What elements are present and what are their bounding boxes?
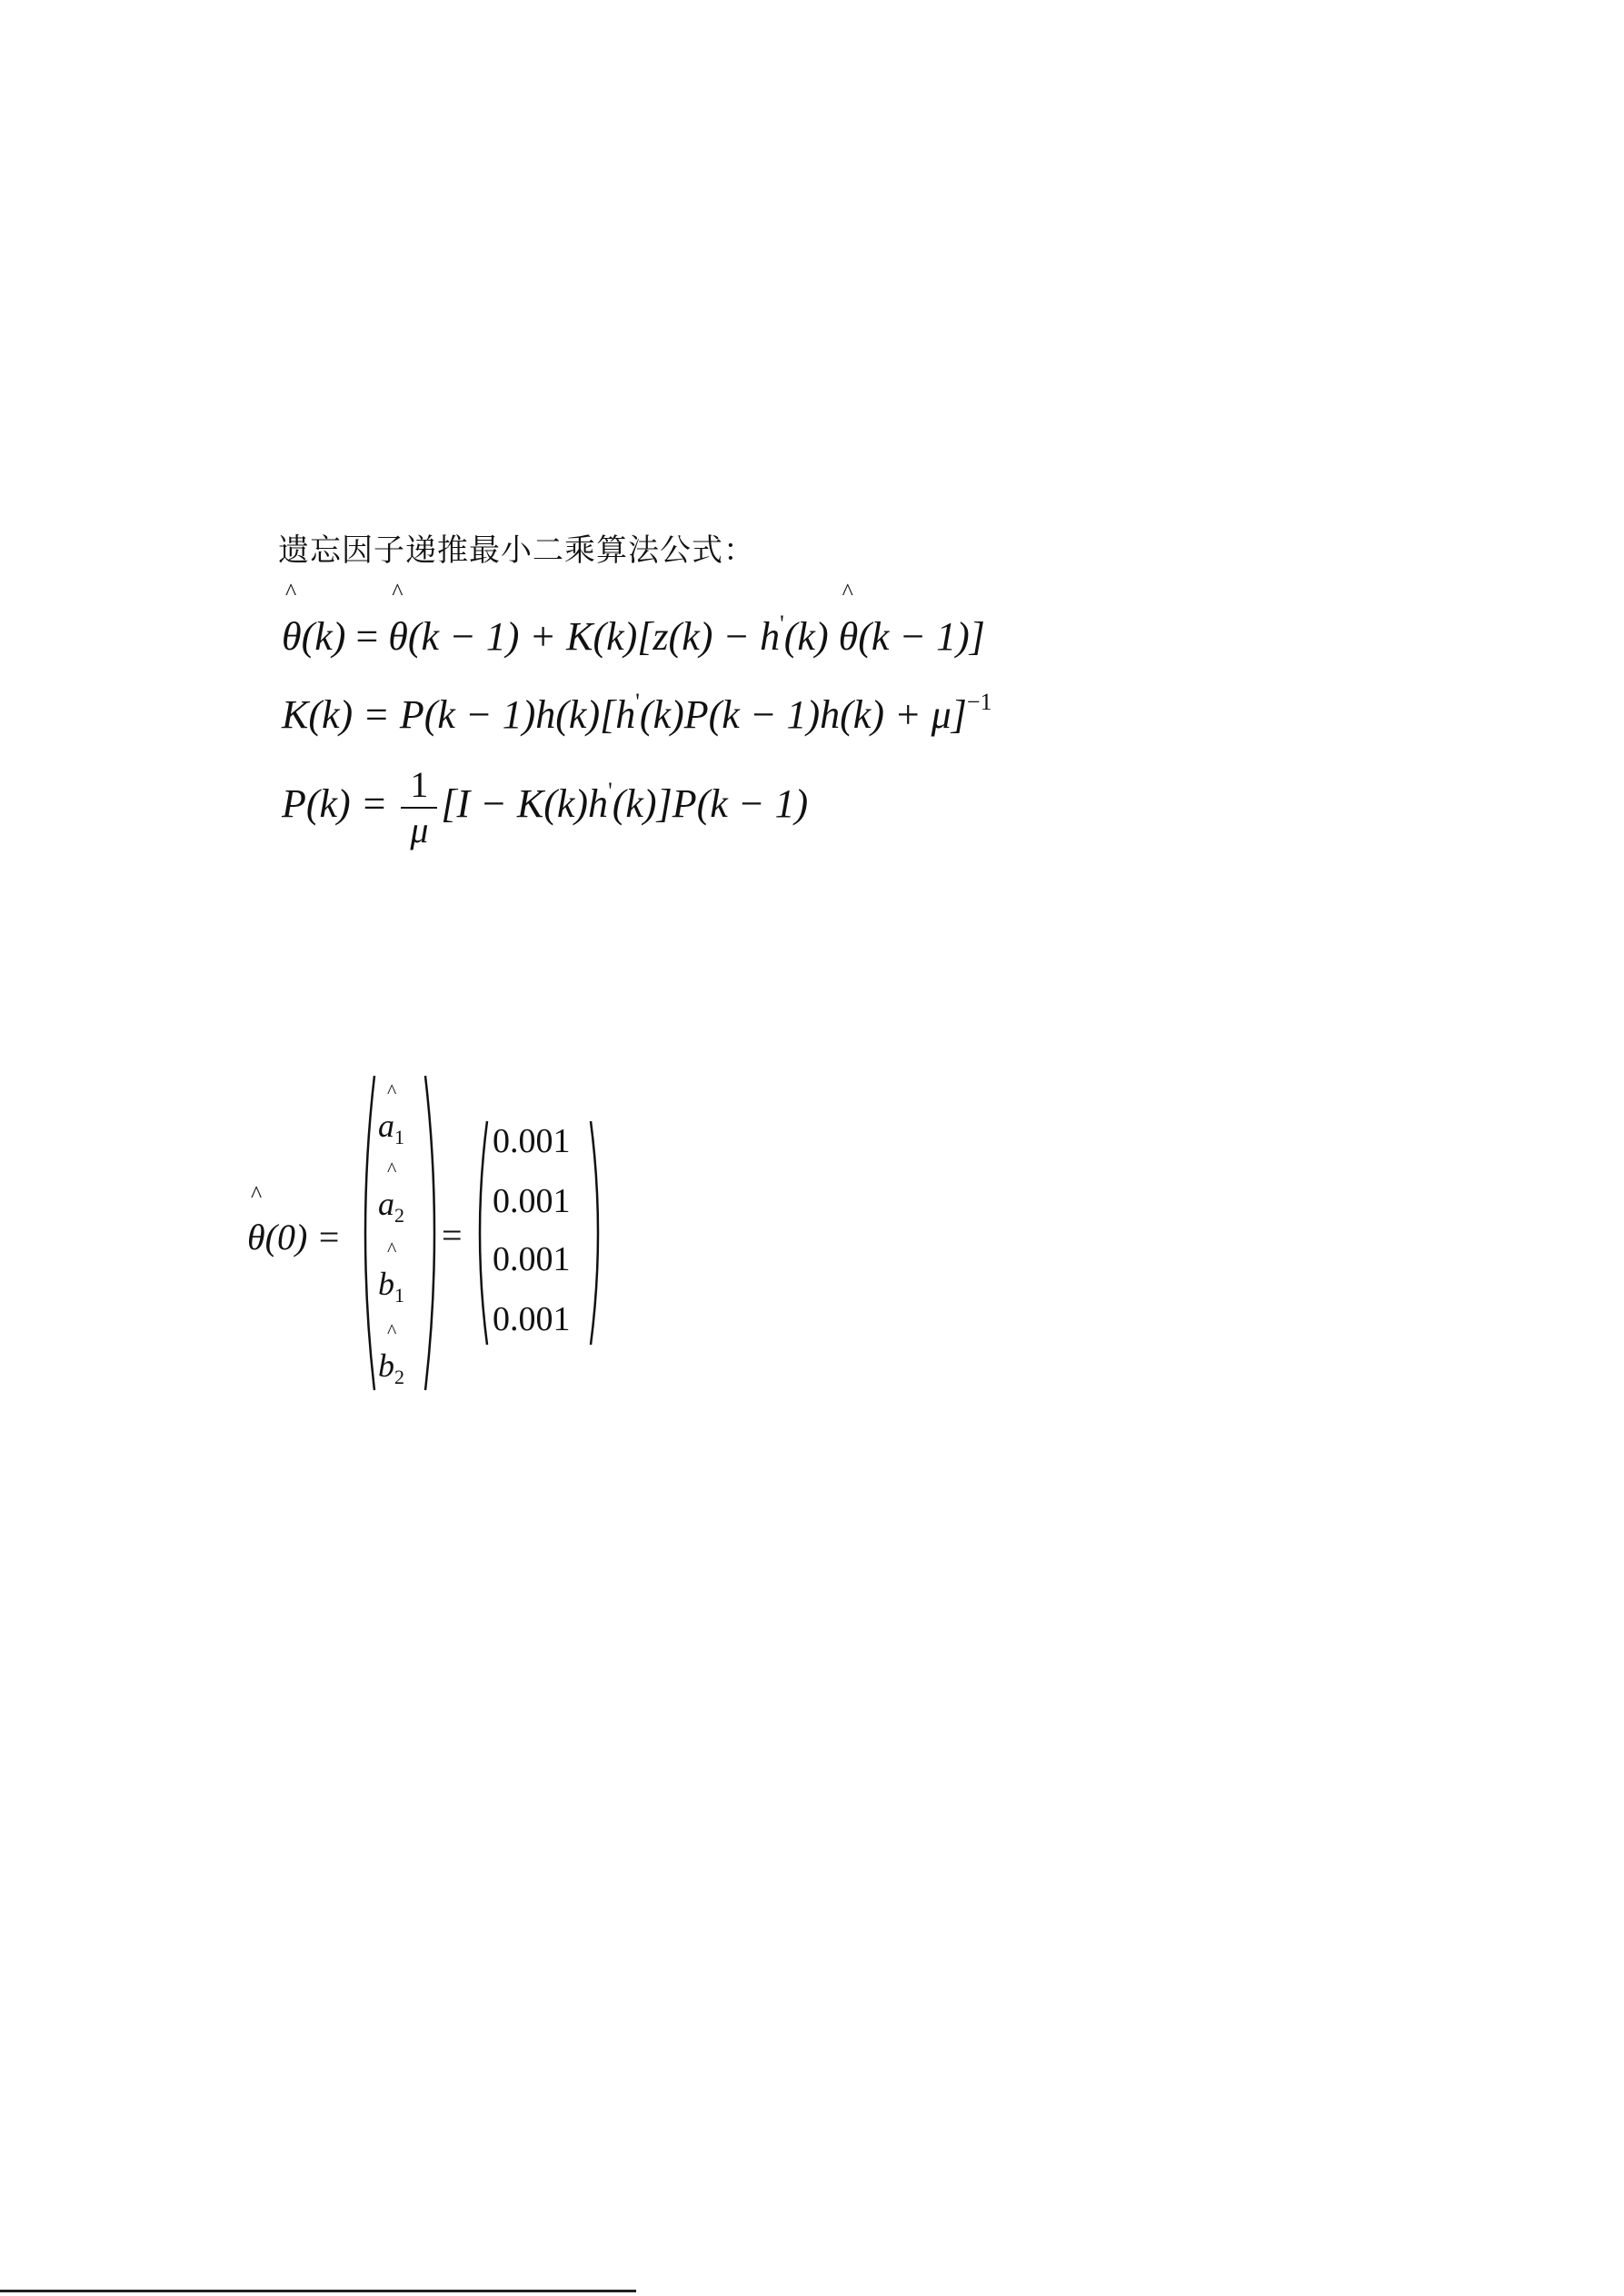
eq3-lhs: P(k) = bbox=[282, 781, 388, 827]
theta-hat-0: ^ θ(0) = bbox=[247, 1216, 341, 1258]
eq2-lhs: K(k) = P(k − 1)h(k)[h bbox=[282, 692, 636, 737]
eq1-rhs-part3: ^ θ(k − 1)] bbox=[839, 613, 985, 660]
equation-gain-update bbox=[282, 689, 992, 738]
eq1-rhs-part1: ^ θ(k − 1) + K(k)[z(k) − h bbox=[388, 613, 780, 660]
eq2-prime: ' bbox=[635, 689, 640, 715]
eq2-rhs: (k)P(k − 1)h(k) + μ] bbox=[639, 692, 967, 737]
page-bottom-rule bbox=[0, 2290, 636, 2292]
param-b2: ^ $b_2$ bbox=[378, 1319, 404, 1389]
equation-covariance-update bbox=[282, 763, 808, 852]
param-b1: ^ $b_1$ bbox=[378, 1237, 404, 1307]
value-2: 0.001 bbox=[493, 1182, 571, 1220]
theta-hat-k: ^ θ(k) bbox=[282, 613, 345, 660]
fraction-numerator: 1 bbox=[410, 764, 429, 805]
eq3-rhs-part1: [I − K(k)h bbox=[441, 781, 609, 827]
eq3-rhs-part2: (k)]P(k − 1) bbox=[612, 781, 809, 827]
fraction-denominator: μ bbox=[410, 810, 429, 850]
section-heading: 遗忘因子递推最小二乘算法公式： bbox=[278, 532, 755, 569]
eq3-prime: ' bbox=[608, 778, 613, 805]
fraction-one-over-mu bbox=[401, 763, 437, 852]
eq1-prime: ' bbox=[780, 611, 784, 637]
theta-initial-lhs bbox=[247, 1216, 341, 1258]
eq1-rhs-part2: (k) bbox=[783, 614, 829, 659]
value-4: 0.001 bbox=[493, 1300, 571, 1338]
eq2-exponent: −1 bbox=[966, 689, 992, 715]
equation-theta-update bbox=[282, 611, 985, 660]
param-a1: ^ $a_1$ bbox=[378, 1079, 404, 1149]
param-a2: ^ $a_2$ bbox=[378, 1158, 404, 1228]
equals-sign-matrix: = bbox=[442, 1215, 463, 1256]
value-3: 0.001 bbox=[493, 1240, 571, 1278]
equals-sign: = bbox=[355, 614, 389, 659]
value-1: 0.001 bbox=[493, 1122, 571, 1160]
